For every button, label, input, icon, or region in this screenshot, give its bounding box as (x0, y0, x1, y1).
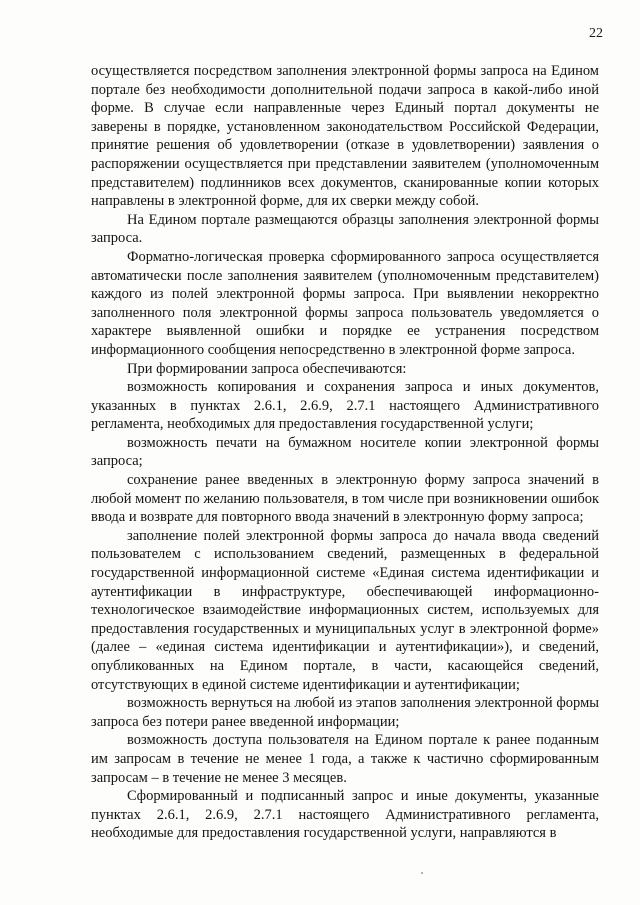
paragraph-1: осуществляется посредством заполнения электронной формы запроса на Едином портале без необходимости дополнительной подачи запроса в какой-либо иной форме. В случае если направленные через Единый портал документы не заверены в порядке, установленном законодательством Российской Федерации, принятие решения об удовлетворении (отказе в удовлетворении) заявления о распоряжении осуществляется при представлении заявителем (уполномоченным представителем) подлинников всех документов, сканированные копии которых направлены в электронной форме, для их сверки между собой. (91, 63, 599, 210)
paragraph-2: На Едином портале размещаются образцы заполнения электронной формы запроса. (91, 211, 599, 247)
scan-artifact-dot (421, 872, 423, 874)
paragraph-4: При формировании запроса обеспечиваются: (127, 360, 407, 377)
page-number: 22 (589, 26, 603, 41)
paragraph-11: Сформированный и подписанный запрос и иные документы, указанные пунктах 2.6.1, 2.6.9, 2.7.1 настоящего Административного регламента, необходимые для предоставления государственной услуги, направляются в (91, 788, 599, 842)
paragraph-8: заполнение полей электронной формы запроса до начала ввода сведений пользователем с использованием сведений, размещенных в федеральной государственной информационной системе «Единая система идентификации и аутентификации в инфраструктуре, обеспечивающей информационно-технологическое взаимодействие информационных систем, используемых для предоставления государственных и муниципальных услуг в электронной форме» (далее – «единая система идентификации и аутентификации»), и сведений, опубликованных на Едином портале, в части, касающейся сведений, отсутствующих в единой системе идентификации и аутентификации; (91, 527, 599, 693)
paragraph-6: возможность печати на бумажном носителе копии электронной формы запроса; (91, 434, 599, 470)
paragraph-7: сохранение ранее введенных в электронную форму запроса значений в любой момент по желанию пользователя, в том числе при возникновении ошибок ввода и возврате для повторного ввода значений в электронную форму запроса; (91, 472, 599, 526)
paragraph-9: возможность вернуться на любой из этапов заполнения электронной формы запроса без потери ранее введенной информации; (91, 695, 599, 730)
paragraph-5: возможность копирования и сохранения запроса и иных документов, указанных в пунктах 2.6.1, 2.6.9, 2.7.1 настоящего Административного регламента, необходимых для предоставления государственной услуги; (91, 379, 599, 433)
document-body (91, 62, 599, 843)
paragraph-3: Форматно-логическая проверка сформированного запроса осуществляется автоматически после заполнения заявителем (уполномоченным представителем) каждого из полей электронной формы запроса. При выявлении некорректно заполненного поля электронной формы запроса пользователь уведомляется о характере выявленной ошибки и порядке ее устранения посредством информационного сообщения непосредственно в электронной форме запроса. (91, 248, 599, 358)
paragraph-10: возможность доступа пользователя на Едином портале к ранее поданным им запросам в течение не менее 1 года, а также к частично сформированным запросам – в течение не менее 3 месяцев. (91, 732, 599, 786)
